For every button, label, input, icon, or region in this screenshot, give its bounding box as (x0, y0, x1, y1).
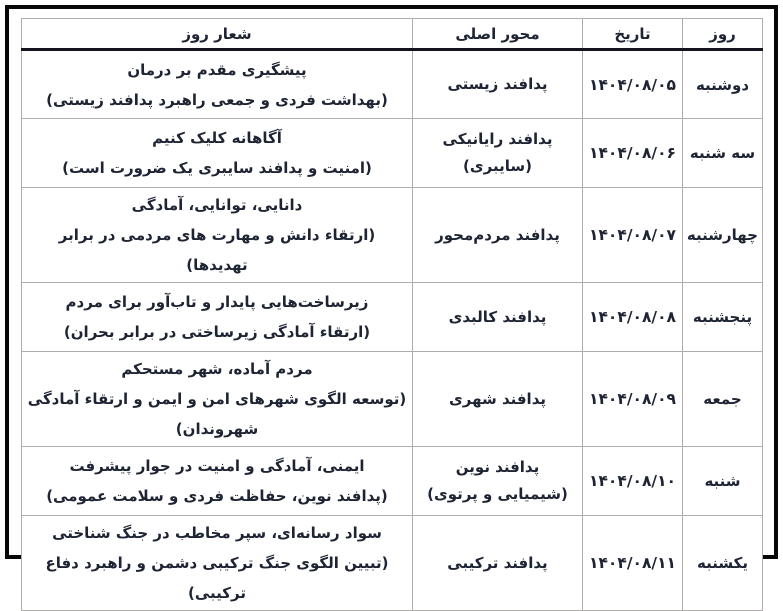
slogan-line-1: دانایی، توانایی، آمادگی (131, 196, 303, 214)
axis-cell (413, 188, 583, 283)
table-row (22, 50, 763, 119)
slogan-line-1: ایمنی، آمادگی و امنیت در جوار پیشرفت (69, 457, 365, 475)
axis-cell (413, 50, 583, 119)
slogan-cell (22, 447, 413, 516)
slogan-cell (22, 50, 413, 119)
axis-cell (413, 447, 583, 516)
date-value: ۱۴۰۴/۰۸/۰۶ (588, 144, 676, 162)
slogan-line-2: (ارتقاء دانش و مهارت های مردمی در برابر تهدیدها) (58, 226, 376, 274)
header-cell-axis: محور اصلی (413, 19, 583, 50)
date-value: ۱۴۰۴/۰۸/۰۵ (588, 75, 676, 94)
slogan-cell (22, 119, 413, 188)
date-value: ۱۴۰۴/۰۸/۱۰ (588, 472, 676, 490)
day-cell: چهارشنبه (683, 188, 763, 283)
table-row (22, 119, 763, 188)
day-cell: پنجشنبه (683, 283, 763, 352)
table-row (22, 352, 763, 447)
slogan-line-1: زیرساخت‌هایی پایدار و تاب‌آور برای مردم (65, 293, 369, 311)
date-cell (583, 50, 683, 119)
axis-line-1: پدافند رایانیکی (سایبری) (442, 130, 553, 175)
day-cell: یکشنبه (683, 516, 763, 611)
slogan-line-1: آگاهانه کلیک کنیم (152, 129, 282, 147)
axis-line-1: پدافند ترکیبی (447, 553, 548, 572)
day-cell: جمعه (683, 352, 763, 447)
header-cell-slogan: شعار روز (22, 19, 413, 50)
slogan-line-2: (امنیت و پدافند سایبری یک ضرورت است) (62, 159, 372, 177)
slogan-line-2: (ارتقاء آمادگی زیرساختی در برابر بحران) (63, 323, 371, 341)
table-row (22, 283, 763, 352)
slogan-line-2: (بهداشت فردی و جمعی راهبرد پدافند زیستی) (46, 90, 388, 109)
date-cell (583, 447, 683, 516)
date-cell (583, 352, 683, 447)
table-row (22, 516, 763, 611)
day-cell: دوشنبه (683, 50, 763, 119)
day-cell: شنبه (683, 447, 763, 516)
date-cell (583, 188, 683, 283)
slogan-line-1: پیشگیری مقدم بر درمان (127, 60, 307, 79)
axis-line-1: پدافند نوین (455, 458, 540, 476)
day-cell: سه شنبه (683, 119, 763, 188)
slogan-line-1: مردم آماده، شهر مستحکم (121, 360, 313, 378)
date-value: ۱۴۰۴/۰۸/۰۹ (588, 390, 676, 408)
date-cell (583, 516, 683, 611)
slogan-cell (22, 283, 413, 352)
weekly-defense-schedule-table (21, 18, 763, 611)
axis-line-1: پدافند مردم‌محور (435, 225, 560, 244)
header-cell-date: تاریخ (583, 19, 683, 50)
date-cell (583, 283, 683, 352)
slogan-line-2: (تبیین الگوی جنگ ترکیبی دشمن و راهبرد دفاع ترکیبی) (45, 554, 389, 602)
header-row (22, 19, 763, 50)
date-value: ۱۴۰۴/۰۸/۰۸ (588, 308, 676, 326)
slogan-cell (22, 352, 413, 447)
table-row (22, 188, 763, 283)
axis-cell (413, 516, 583, 611)
table-row (22, 447, 763, 516)
axis-line-2: (شیمیایی و پرتوی) (427, 485, 568, 503)
slogan-line-2: (پدافند نوین، حفاظت فردی و سلامت عمومی) (46, 487, 388, 505)
slogan-line-2: (توسعه الگوی شهرهای امن و ایمن و ارتقاء آمادگی شهروندان) (27, 390, 407, 438)
axis-line-1: پدافند شهری (448, 389, 546, 408)
axis-cell (413, 119, 583, 188)
slogan-line-1: سواد رسانه‌ای، سپر مخاطب در جنگ شناختی (52, 524, 382, 542)
date-cell (583, 119, 683, 188)
date-value: ۱۴۰۴/۰۸/۰۷ (588, 226, 676, 244)
slogan-cell (22, 188, 413, 283)
axis-line-1: پدافند کالبدی (448, 307, 547, 326)
axis-line-1: پدافند زیستی (447, 75, 548, 93)
header-cell-day: روز (683, 19, 763, 50)
axis-cell (413, 283, 583, 352)
date-value: ۱۴۰۴/۰۸/۱۱ (588, 554, 676, 572)
axis-cell (413, 352, 583, 447)
slogan-cell (22, 516, 413, 611)
